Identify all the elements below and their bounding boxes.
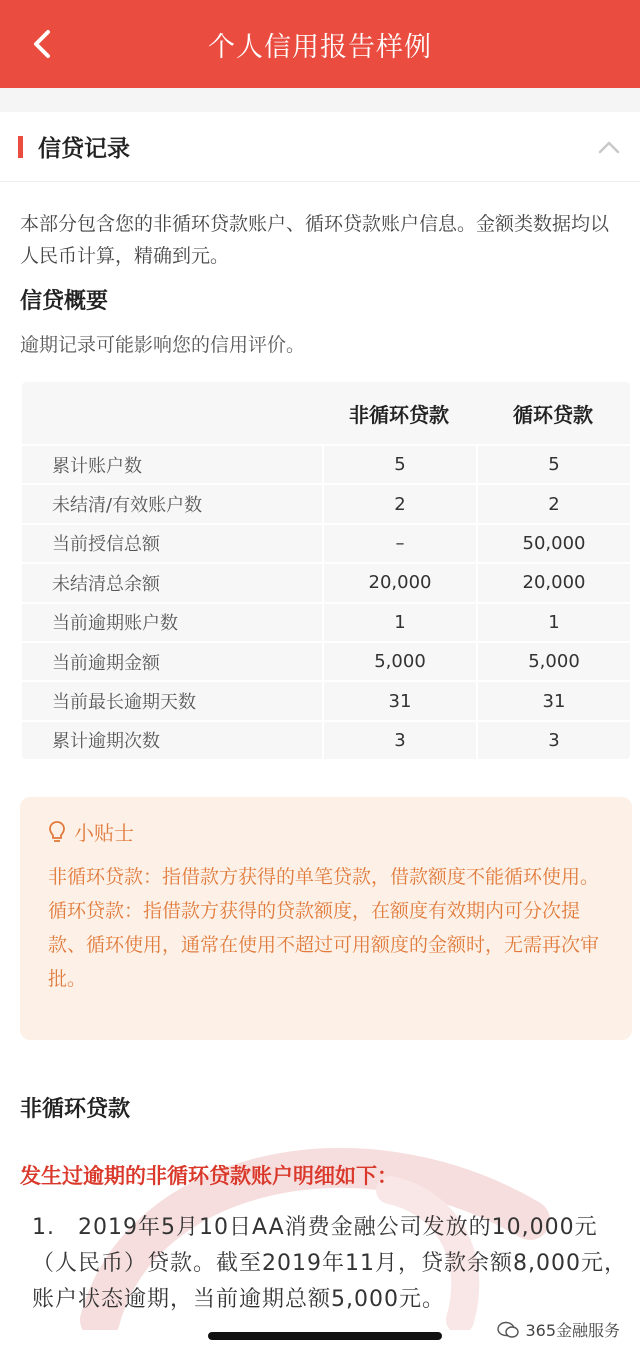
tips-paragraph: 非循环贷款：指借款方获得的单笔贷款，借款额度不能循环使用。 bbox=[48, 866, 600, 888]
cell-revolving: 5,000 bbox=[476, 641, 630, 680]
table-header-empty bbox=[22, 382, 322, 444]
cell-revolving: 2 bbox=[476, 483, 630, 522]
chevron-up-icon bbox=[598, 140, 620, 154]
cell-revolving: 5 bbox=[476, 444, 630, 483]
cell-non-revolving: 31 bbox=[322, 680, 476, 719]
nav-bar bbox=[0, 0, 640, 88]
section-marker bbox=[18, 136, 23, 158]
table-row bbox=[22, 680, 630, 719]
cell-revolving: 3 bbox=[476, 720, 630, 759]
cell-non-revolving: 20,000 bbox=[322, 562, 476, 601]
cell-revolving: 31 bbox=[476, 680, 630, 719]
table-row bbox=[22, 444, 630, 483]
table-row bbox=[22, 641, 630, 680]
table-row bbox=[22, 483, 630, 522]
brand-name: 365金融服务 bbox=[525, 1321, 620, 1340]
table-row bbox=[22, 602, 630, 641]
row-label: 当前最长逾期天数 bbox=[22, 680, 322, 719]
row-label: 当前逾期金额 bbox=[22, 641, 322, 680]
lightbulb-icon bbox=[48, 820, 66, 844]
tips-header bbox=[48, 817, 604, 846]
table-row bbox=[22, 523, 630, 562]
cell-non-revolving: 2 bbox=[322, 483, 476, 522]
cell-non-revolving: 3 bbox=[322, 720, 476, 759]
row-label: 未结清/有效账户数 bbox=[22, 483, 322, 522]
column-header: 非循环贷款 bbox=[349, 402, 449, 427]
cell-non-revolving: 1 bbox=[322, 602, 476, 641]
non-revolving-title: 非循环贷款 bbox=[20, 1097, 131, 1122]
overdue-detail-title: 发生过逾期的非循环贷款账户明细如下： bbox=[20, 1164, 398, 1188]
table-row bbox=[22, 562, 630, 601]
brand-watermark bbox=[497, 1318, 620, 1341]
tips-paragraph: 循环贷款：指借款方获得的贷款额度，在额度有效期内可分次提款、循环使用，通常在使用不超过可用额度的金额时，无需再次审批。 bbox=[48, 900, 600, 990]
column-header: 循环贷款 bbox=[513, 402, 593, 427]
cell-revolving: 1 bbox=[476, 602, 630, 641]
cell-non-revolving: 5,000 bbox=[322, 641, 476, 680]
tips-title: 小贴士 bbox=[74, 821, 134, 845]
page-title: 个人信用报告样例 bbox=[208, 31, 432, 63]
section-header[interactable] bbox=[0, 112, 640, 182]
row-label: 累计逾期次数 bbox=[22, 720, 322, 759]
divider bbox=[0, 88, 640, 112]
collapse-toggle[interactable] bbox=[594, 132, 624, 162]
cell-non-revolving: – bbox=[322, 523, 476, 562]
row-label: 未结清总余额 bbox=[22, 562, 322, 601]
cell-revolving: 50,000 bbox=[476, 523, 630, 562]
cell-non-revolving: 5 bbox=[322, 444, 476, 483]
overview-hint: 逾期记录可能影响您的信用评价。 bbox=[20, 334, 306, 356]
table-row bbox=[22, 720, 630, 759]
chat-bubble-icon bbox=[497, 1321, 519, 1339]
summary-table bbox=[22, 382, 630, 759]
section-title: 信贷记录 bbox=[38, 136, 130, 162]
chevron-left-icon bbox=[31, 29, 53, 59]
home-indicator[interactable] bbox=[208, 1332, 442, 1340]
intro-text: 本部分包含您的非循环贷款账户、循环贷款账户信息。金额类数据均以人民币计算，精确到元。 bbox=[20, 213, 610, 267]
table-header bbox=[22, 382, 630, 444]
tips-box bbox=[20, 797, 632, 1040]
row-label: 当前授信总额 bbox=[22, 523, 322, 562]
cell-revolving: 20,000 bbox=[476, 562, 630, 601]
overview-title: 信贷概要 bbox=[20, 289, 109, 314]
row-label: 当前逾期账户数 bbox=[22, 602, 322, 641]
row-label: 累计账户数 bbox=[22, 444, 322, 483]
loan-detail-item: 1. 2019年5月10日AA消费金融公司发放的10,000元（人民币）贷款。截至2019年11月，贷款余额8,000元，账户状态逾期，当前逾期总额5,000元。 bbox=[32, 1215, 627, 1312]
back-button[interactable] bbox=[22, 24, 62, 64]
